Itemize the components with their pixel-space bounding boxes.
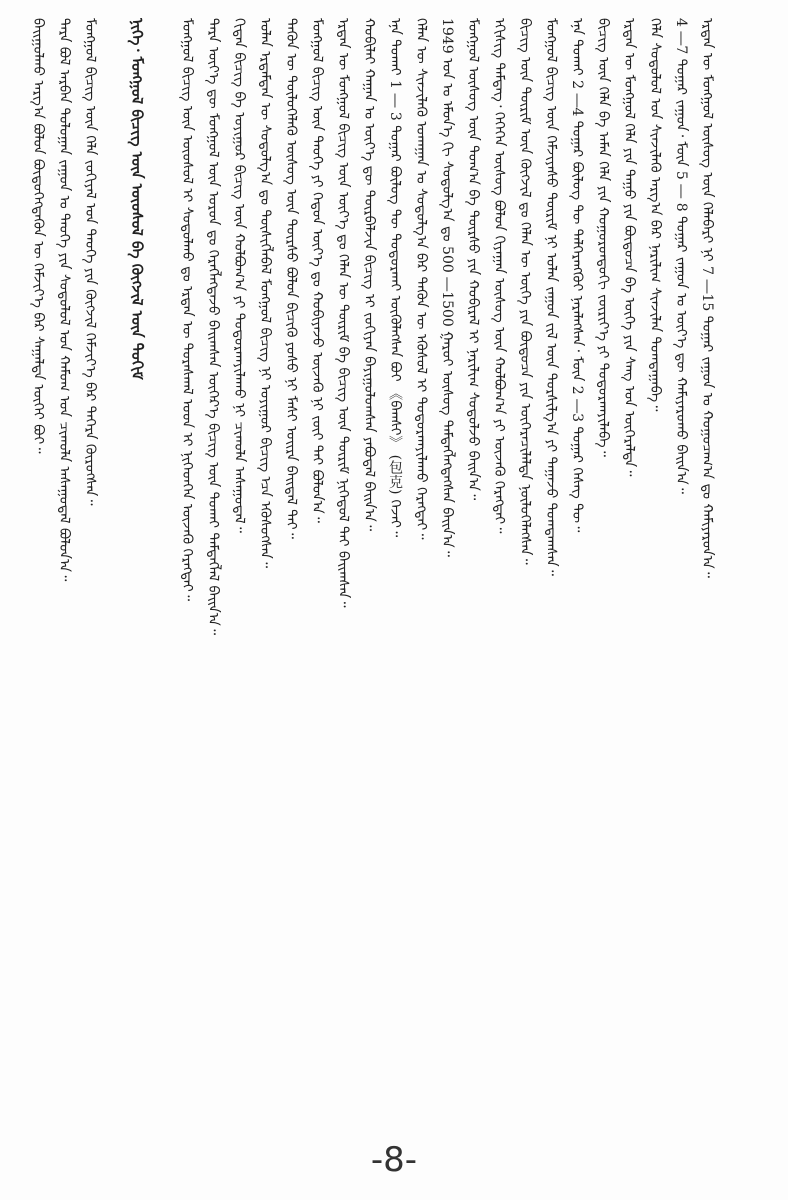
text-column: ᠮᠣᠩᠭᠣᠯ ᠪᠢᠴᠢᠭ ᠦᠨ ᠲᠡᠦᠬᠡ ᠶᠢ ᠬᠡᠳᠦᠨ ᠦᠶ᠎ᠡ ᠳᠤ ᠬᠤᠪᠢᠶᠠᠵᠤ ᠦᠵᠡᠬᠦ ᠨᠢ ᠵᠦᠢ ᠲᠠᠢ ᠪᠣᠯᠤᠨ᠎ᠠ᠃ (309, 18, 325, 523)
text-column: ᠡᠨᠡ ᠲᠤᠬᠠᠢ 2 ―4 ᠳᠤᠭᠠᠷ ᠪᠦᠯᠦᠭ ᠲᠦ ᠳᠡᠯᠭᠡᠷᠡᠩᠭᠦᠢ ᠨᠡᠷᠡᠯᠡᠭᠰᠡᠨ᠂ ᠮᠥᠨ 2 ―3 ᠳᠤᠭᠠᠷ ᠬᠡᠰᠡᠭ ᠲᠦ᠃ (569, 18, 585, 533)
text-column: ᠪᠢᠴᠢᠭ ᠦᠨ ᠬᠡᠯᠡ ᠪᠠ ᠠᠮᠠᠨ ᠬᠡᠯᠡ ᠶᠢᠨ ᠬᠣᠭᠣᠷᠣᠨᠳᠤᠬᠢ ᠵᠥᠷᠢᠶ᠎ᠡ ᠶᠢ ᠲᠣᠳᠣᠷᠬᠠᠶᠢᠯᠠᠪᠠ᠃ (595, 18, 611, 457)
text-column: ᠪᠢᠴᠢᠭ ᠦᠨ ᠳᠦᠷᠢᠮ ᠦᠨ ᠬᠦᠭᠵᠢᠯ ᠳᠤ ᠬᠡᠯᠡᠨ ᠦ ᠦᠭᠡ ᠶᠢᠨ ᠪᠦᠲᠦᠴᠡ ᠶᠢᠨ ᠥᠭᠡᠷᠡᠴᠢᠯᠡᠯᠲᠡ ᠨᠥᠯᠦᠭᠡᠯᠡᠭᠰᠡᠨ᠃ (517, 18, 533, 565)
text-column: ᠡᠷᠲᠡᠨ ᠦ ᠮᠣᠩᠭᠣᠯ ᠪᠢᠴᠢᠭ ᠦᠨ ᠦᠶ᠎ᠡ ᠳᠤ ᠬᠡᠯᠡᠨ ᠦ ᠳᠦᠷᠢᠮ ᠪᠠ ᠪᠢᠴᠢᠭ ᠦᠨ ᠳᠦᠷᠢᠮ ᠨᠢᠭᠡᠳᠦᠯ ᠲᠠᠢ ᠪᠠᠢᠭᠰᠠᠨ᠃ (335, 18, 351, 608)
text-column: ᠡᠨᠡ ᠲᠤᠬᠠᠢ 1 ― 3 ᠳᠤᠭᠠᠷ ᠪᠦᠯᠦᠭ ᠲᠦ ᠲᠣᠳᠣᠷᠬᠠᠢ ᠦᠭᠦᠯᠡᠭᠰᠡᠨ ᠪᠤᠢ 《ᠪᠠᠭᠰᠢ》 (包克) ᠭᠡᠵᠡᠢ᠃ (387, 18, 403, 538)
text-column: ᠮᠣᠩᠭᠣᠯ ᠦᠰᠦᠭ ᠦᠨ ᠲᠣᠭ᠎ᠠ ᠪᠠ ᠳᠦᠷᠰᠦ ᠶᠢᠨ ᠬᠤᠪᠢᠷᠠᠯ ᠢ ᠨᠠᠷᠢᠯᠢᠭ ᠰᠤᠳᠤᠯᠵᠤ ᠪᠠᠢᠨ᠎ᠠ᠃ (465, 18, 481, 501)
page-number: -8- (370, 1140, 418, 1180)
text-column: ᠪᠠᠢᠭᠤᠯᠬᠤ ᠠᠷᠭ᠎ᠠ ᠪᠤᠯᠤᠨ ᠪᠦᠲᠦᠭᠡᠭᠳᠡᠬᠦᠨ ᠦ ᠬᠡᠮᠵᠢᠶ᠎ᠡ ᠪᠠᠷ ᠰᠠᠭᠠᠯᠳᠠ ᠦᠭᠡᠢ ᠪᠤᠢ᠃ (30, 18, 46, 454)
text-column: ᠬᠤᠪᠢᠯᠠᠢ ᠬᠠᠭᠠᠨ ᠤ ᠦᠶ᠎ᠡ ᠳᠦ ᠳᠦᠷᠪᠡᠯᠵᠢᠨ ᠪᠢᠴᠢᠭ ᠢ ᠵᠣᠬᠢᠶᠠᠨ ᠪᠠᠶᠢᠭᠤᠯᠤᠭᠰᠠᠨ ᠶᠠᠪᠤᠳᠠᠯ ᠪᠠᠢᠨ᠎ᠠ᠃ (361, 18, 377, 531)
column-gap (156, 18, 170, 1110)
text-column: 1949 ᠣᠨ ᠤ ᠡᠮᠦᠨ᠎ᠡ ᠬᠢ ᠰᠤᠳᠤᠯᠭ᠎ᠠ ᠳᠤ 500 ―1500 ᠭᠠᠷᠤᠢ ᠦᠰᠦᠭ ᠲᠡᠮᠳᠡᠭᠯᠡᠭᠳᠡᠭᠰᠡᠨ ᠪᠠᠢᠨ᠎ᠠ᠃ (439, 18, 455, 557)
text-column: ᠲᠡᠭᠦᠨ ᠦ ᠲᠦᠯᠦᠭᠡᠯᠡᠬᠦ ᠦᠰᠦᠭ ᠦᠨ ᠳᠦᠷᠰᠦ ᠪᠣᠯᠤᠨ ᠪᠢᠴᠢᠬᠦ ᠶᠣᠰᠣ ᠨᠢ ᠮᠠᠰᠢ ᠣᠢᠷᠠ ᠪᠠᠢᠳᠠᠯ ᠲᠠᠢ᠃ (283, 18, 299, 539)
text-column: ᠡᠷᠲᠡᠨ ᠦ ᠮᠣᠩᠭᠣᠯ ᠦᠰᠦᠭ ᠦᠨ ᠬᠡᠯᠡᠪᠡᠷᠢ ᠨᠢ 7 ―15 ᠳᠤᠭᠠᠷ ᠵᠠᠭᠤᠨ ᠤ ᠬᠤᠭᠤᠴᠠᠭ᠎ᠠ ᠳᠤ ᠬᠠᠮᠢᠶᠠᠷᠤᠨ᠎ᠠ᠃ (699, 18, 715, 578)
text-column (723, 18, 742, 1110)
text-column: ᠬᠡᠯᠡᠨ ᠦ ᠰᠢᠨᠵᠢᠯᠡᠬᠦ ᠤᠬᠠᠭᠠᠨ ᠤ ᠰᠤᠳᠤᠯᠭ᠎ᠠ ᠪᠠᠷ ᠲᠡᠭᠦᠨ ᠦ ᠡᠭᠦᠰᠦᠯ ᠢ ᠲᠣᠳᠣᠷᠬᠠᠶᠢᠯᠠᠬᠤ ᠬᠡᠷᠡᠭᠲᠡᠢ᠃ (413, 18, 429, 540)
column-gap (106, 18, 120, 1110)
text-columns (28, 18, 768, 1110)
section-heading: ᠨᠢᠭᠡ᠂ ᠮᠣᠩᠭᠣᠯ ᠪᠢᠴᠢᠭ ᠦᠨ ᠦᠦᠰᠦᠯ ᠪᠠ ᠬᠥᠭᠵᠢᠯ ᠦᠨ ᠲᠣᠭᠢᠮ (128, 18, 146, 380)
text-column: ᠡᠷᠲᠡᠨ ᠦ ᠮᠣᠩᠭᠣᠯ ᠬᠡᠯᠡ ᠶᠢᠨ ᠳᠠᠭᠤ ᠶᠢᠨ ᠪᠦᠲᠦᠴᠡ ᠪᠠ ᠦᠭᠡ ᠶᠢᠨ ᠰᠠᠩ ᠤᠨ ᠥᠭᠡᠷᠡᠯᠲᠡ᠃ (621, 18, 637, 477)
text-column: ᠬᠡᠯᠡ ᠰᠤᠳᠤᠯᠤᠯ ᠤᠨ ᠰᠢᠨᠵᠢᠯᠡᠬᠦ ᠠᠷᠭ᠎ᠠ ᠪᠠᠷ ᠨᠠᠷᠢᠯᠢᠭ ᠰᠢᠨᠵᠢᠯᠡᠨ ᠲᠣᠭᠲᠠᠭᠠᠪᠠ᠃ (647, 18, 663, 412)
text-column: ᠲᠡᠷᠡ ᠪᠣᠯ ᠠᠷᠪᠠᠨ ᠳᠣᠯᠣᠭᠠᠨ ᠵᠠᠭᠤᠨ ᠤ ᠲᠡᠦᠬᠡ ᠶᠢᠨ ᠰᠤᠳᠤᠯᠤᠯ ᠤᠨ ᠬᠠᠮᠤᠭ ᠤᠨ ᠴᠢᠬᠤᠯᠠ ᠠᠰᠠᠭᠤᠳᠠᠯ ᠪᠣᠯᠤᠨ᠎ᠠ᠃ (56, 18, 72, 582)
text-column: 4 ―7 ᠳᠤᠭᠠᠷ ᠵᠠᠭᠤᠨ᠂ ᠮᠥᠨ 5 ― 8 ᠳᠤᠭᠠᠷ ᠵᠠᠭᠤᠨ ᠤ ᠦᠶ᠎ᠡ ᠳᠦ ᠬᠠᠮᠢᠶᠠᠷᠤᠬᠤ ᠪᠠᠢᠨ᠎ᠠ᠃ (673, 18, 689, 494)
text-column: ᠲᠡᠷᠡ ᠦᠶ᠎ᠡ ᠳᠦ ᠮᠣᠩᠭᠣᠯ ᠦᠨ ᠣᠷᠣᠨ ᠳᠤ ᠬᠡᠷᠡᠭᠯᠡᠭᠳᠡᠵᠦ ᠪᠠᠢᠭᠰᠠᠨ ᠥᠭᠡᠷ᠎ᠡ ᠪᠢᠴᠢᠭ ᠦᠨ ᠲᠤᠬᠠᠢ ᠲᠡᠮᠳᠡᠭᠯᠡᠯ ᠪᠠᠢᠨ᠎ᠠ᠃ (205, 18, 221, 635)
text-column: ᠬᠢᠳᠠᠨ ᠪᠢᠴᠢᠭ ᠪᠠ ᠤᠶᠢᠭᠤᠷ ᠪᠢᠴᠢᠭ ᠦᠨ ᠬᠣᠯᠪᠣᠭ᠎ᠠ ᠶᠢ ᠲᠣᠳᠣᠷᠬᠠᠶᠢᠯᠠᠬᠤ ᠨᠢ ᠴᠢᠬᠤᠯᠠ ᠠᠰᠠᠭᠤᠳᠠᠯ᠃ (231, 18, 247, 533)
text-column: ᠮᠣᠩᠭᠣᠯ ᠪᠢᠴᠢᠭ ᠦᠨ ᠦᠦᠰᠦᠯ ᠢ ᠰᠤᠳᠤᠯᠬᠤ ᠳᠤ ᠡᠷᠲᠡᠨ ᠦ ᠳᠤᠷᠠᠰᠬᠠᠯ ᠤᠳ ᠢ ᠨᠢᠭᠡᠳᠬᠡᠨ ᠦᠵᠡᠬᠦ ᠬᠡᠷᠡᠭᠲᠡᠢ᠃ (179, 18, 195, 601)
text-column: ᠡᠭᠢᠰᠢᠭ ᠲᠡᠮᠳᠡᠭ᠂ ᠭᠡᠭᠡᠭᠡᠨ ᠦᠰᠦᠭ ᠪᠣᠯᠤᠨ ᠭᠢᠶᠠᠭᠠᠨ ᠦᠰᠦᠭ ᠦᠨ ᠬᠣᠯᠪᠣᠭ᠎ᠠ ᠶᠢ ᠦᠵᠡᠬᠦ ᠬᠡᠷᠡᠭᠲᠡᠢ᠃ (491, 18, 507, 534)
text-column: ᠣᠯᠠᠨ ᠡᠷᠳᠡᠮᠲᠡᠨ ᠦ ᠰᠤᠳᠤᠯᠭ᠎ᠠ ᠳᠤ ᠲᠦᠰᠢᠭᠯᠡᠪᠡᠯ ᠮᠣᠩᠭᠣᠯ ᠪᠢᠴᠢᠭ ᠨᠢ ᠤᠶᠢᠭᠤᠷ ᠪᠢᠴᠢᠭ ᠡᠴᠡ ᠡᠭᠦᠰᠦᠭᠰᠡᠨ᠃ (257, 18, 273, 568)
text-column: ᠮᠣᠩᠭᠣᠯ ᠪᠢᠴᠢᠭ ᠦᠨ ᠬᠡᠮᠵᠢᠶᠡᠰᠦ ᠳᠦᠷᠢᠮ ᠨᠢ ᠣᠯᠠᠨ ᠵᠠᠭᠤᠨ ᠵᠢᠯ ᠦᠨ ᠲᠤᠷᠰᠢᠯᠭ᠎ᠠ ᠶᠢ ᠳᠠᠭᠠᠵᠤ ᠲᠣᠭᠲᠠᠭᠰᠠᠨ᠃ (543, 18, 559, 576)
text-column: ᠮᠣᠩᠭᠣᠯ ᠪᠢᠴᠢᠭ ᠦᠨ ᠬᠡᠯᠡ ᠵᠣᠬᠢᠶᠠᠯ ᠤᠨ ᠲᠡᠦᠬᠡ ᠶᠢᠨ ᠬᠦᠭᠵᠢᠯ ᠬᠡᠮᠵᠢᠶ᠎ᠡ ᠪᠠᠷ ᠳᠡᠭᠡᠷᠡ ᠬᠦᠷᠦᠭᠰᠡᠨ᠃ (82, 18, 98, 506)
